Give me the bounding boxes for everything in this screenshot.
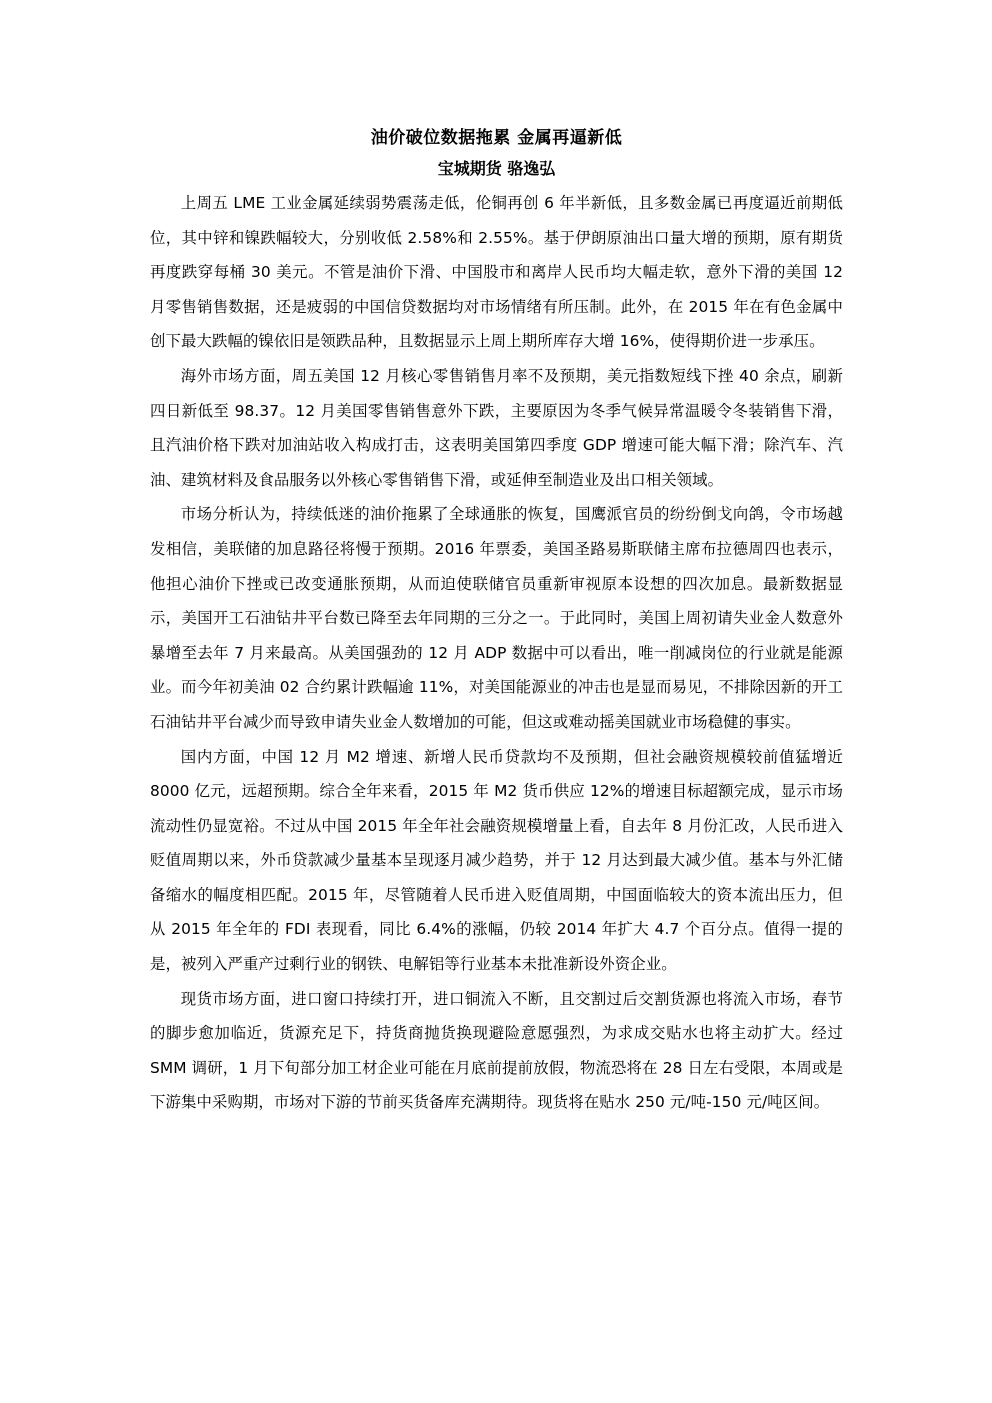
document-body xyxy=(150,186,843,1120)
document-page xyxy=(150,124,843,1120)
document-title: 油价破位数据拖累 金属再逼新低 xyxy=(370,128,623,148)
paragraph-spot-market: 现货市场方面，进口窗口持续打开，进口铜流入不断，且交割过后交割货源也将流入市场，春节的脚步愈加临近，货源充足下，持货商抛货换现避险意愿强烈，为求成交贴水也将主动扩大。经过 SMM 调研，1 月下旬部分加工材企业可能在月底前提前放假，物流恐将在 28 日左右受限，本周或是下游集中采购期，市场对下游的节前买货备库充满期待。现货将在贴水 250 元/吨-150 元/吨区间。 xyxy=(150,989,843,1112)
paragraph-domestic: 国内方面，中国 12 月 M2 增速、新增人民币贷款均不及预期，但社会融资规模较前值猛增近 8000 亿元，远超预期。综合全年来看，2015 年 M2 货币供应 12%的增速目标超额完成，显示市场流动性仍显宽裕。不过从中国 2015 年全年社会融资规模增量上看，自去年 8 月份汇改，人民币进入贬值周期以来，外币贷款减少量基本呈现逐月减少趋势，并于 12 月达到最大减少值。基本与外汇储备缩水的幅度相匹配。2015 年，尽管随着人民币进入贬值周期，中国面临较大的资本流出压力，但从 2015 年全年的 FDI 表现看，同比 6.4%的涨幅，仍较 2014 年扩大 4.7 个百分点。值得一提的是，被列入严重产过剩行业的钢铁、电解铝等行业基本未批准新设外资企业。 xyxy=(150,747,843,974)
paragraph-market-analysis: 市场分析认为，持续低迷的油价拖累了全球通胀的恢复，国鹰派官员的纷纷倒戈向鸽，令市场越发相信，美联储的加息路径将慢于预期。2016 年票委，美国圣路易斯联储主席布拉德周四也表示，他担心油价下挫或已改变通胀预期，从而迫使联储官员重新审视原本设想的四次加息。最新数据显示，美国开工石油钻井平台数已降至去年同期的三分之一。于此同时，美国上周初请失业金人数意外暴增至去年 7 月来最高。从美国强劲的 12 月 ADP 数据中可以看出，唯一削减岗位的行业就是能源业。而今年初美油 02 合约累计跌幅逾 11%，对美国能源业的冲击也是显而易见，不排除因新的开工石油钻井平台减少而导致申请失业金人数增加的可能，但这或难动摇美国就业市场稳健的事实。 xyxy=(150,505,843,731)
paragraph-overseas-market: 海外市场方面，周五美国 12 月核心零售销售月率不及预期，美元指数短线下挫 40 余点，刷新四日新低至 98.37。12 月美国零售销售意外下跌，主要原因为冬季气候异常温暖令冬装销售下滑，且汽油价格下跌对加油站收入构成打击，这表明美国第四季度 GDP 增速可能大幅下滑；除汽车、汽油、建筑材料及食品服务以外核心零售销售下滑，或延伸至制造业及出口相关领域。 xyxy=(150,366,843,489)
paragraph-market-summary: 上周五 LME 工业金属延续弱势震荡走低，伦铜再创 6 年半新低，且多数金属已再度逼近前期低位，其中锌和镍跌幅较大，分别收低 2.58%和 2.55%。基于伊朗原油出口量大增的预期，原有期货再度跌穿每桶 30 美元。不管是油价下滑、中国股市和离岸人民币均大幅走软，意外下滑的美国 12 月零售销售数据，还是疲弱的中国信贷数据均对市场情绪有所压制。此外，在 2015 年在有色金属中创下最大跌幅的镍依旧是领跌品种，且数据显示上周上期所库存大增 16%，使得期价进一步承压。 xyxy=(150,194,843,351)
document-author: 宝城期货 骆逸弘 xyxy=(437,159,556,178)
